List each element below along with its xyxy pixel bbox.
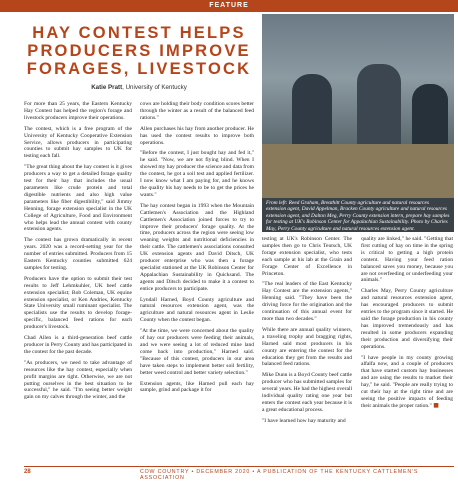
photo-caption: From left: Reed Graham, Breathitt County agriculture and natural resources extension agent, David Appelman, Bracken County agriculture and natural resources extension agent, and Dalton Meg, Perry County extension intern, prepare hay samples for testing at UK's Robinson Center for Appalachian Sustainability. Photo by Charles May, Perry County agriculture and natural resources extension agent. — [262, 198, 454, 232]
paragraph: quality are linked," he said. "Getting that first cutting of hay on time in the spring is critical to getting a high protein content. Having your feed ration balanced saves you money, because you are not overfeeding or underfeeding your animals." — [361, 236, 453, 284]
photo-person — [292, 74, 332, 154]
column-1 — [24, 101, 132, 405]
author-name: Katie Pratt — [91, 84, 123, 91]
footer-publication: COW COUNTRY • DECEMBER 2020 • A PUBLICATION OF THE KENTUCKY CATTLEMEN'S ASSOCIATION — [140, 469, 419, 481]
paragraph: testing at UK's Robinson Center. The samples then go to Chris Teutsch, UK forage extension specialist, who tests each sample at his lab at the Grain and Forage Center of Excellence in Princeton. — [262, 236, 352, 277]
column-3 — [262, 236, 352, 429]
article-title — [24, 24, 254, 78]
paragraph: "The great thing about the hay contest is it gives producers a way to get a detailed forage quality test for their hay that includes the usual parameters like crude protein and total digestible nutrients and also high value parameters like fiber digestibility," said Jimmy Henning, forage extension specialist in the UK College of Agriculture, Food and Environment who helps lead the annual contest with county extension agents. — [24, 164, 132, 233]
paragraph: The contest has grown dramatically in recent years. 2020 was a record-setting year for the number of entries submitted. Producers from 15 Eastern Kentucky counties submitted 624 samples for testing. — [24, 237, 132, 271]
article-photo — [262, 14, 454, 198]
column-4 — [361, 236, 453, 414]
paragraph: Lyndall Harned, Boyd County agriculture and natural resources extension agent, was the agriculture and natural resources agent in Leslie County when the contest began. — [140, 296, 254, 324]
paragraph: "I have learned how hay maturity and — [262, 417, 346, 424]
paragraph: While there are annual quality winners, a traveling trophy and bragging rights, Harned said most producers in his county are entering the contest for the education they get from the results and balanced feed rations. — [262, 326, 352, 368]
paragraph: "As producers, we need to take advantage of resources like the hay contest, especially when profit margins are tight. Otherwise, we are not putting ourselves in the best situation to be successful," he said. "I'm seeing better weight gain on my calves through the winter, and the — [24, 359, 132, 401]
photo-person — [357, 64, 401, 154]
paragraph: Extension agents, like Harned pull each hay sample, grind and package it for — [140, 380, 254, 394]
author-affiliation: , University of Kentucky — [122, 84, 187, 91]
paragraph: Charles May, Perry County agriculture and natural resources extension agent, has encouraged producers to submit entries to the program since it started. He said the forage production in his county has improved tremendously and has resulted in some producers expanding their production and diversifying their operations. — [361, 288, 453, 350]
paragraph: Allen purchases his hay from another producer. He has used the contest results to improve both operations. — [140, 125, 254, 146]
paragraph: "The real leaders of the East Kentucky Hay Contest are the extension agents," Henning said. "They have been the driving force for the origination and the continuation of this annual event for more than two decades." — [262, 281, 352, 322]
paragraph: "At the time, we were concerned about the quality of hay our producers were feeding their animals, and we were seeing a lot of reduced mine land come back into production," Harned said. "Because of this contest, producers in our area have taken steps to implement better soil fertility, better weed control and better variety selection." — [140, 328, 254, 376]
paragraph: cows are holding their body condition scores better through the winter as a result of the balanced feed rations." — [140, 101, 254, 121]
paragraph: The contest, which is a free program of the University of Kentucky Cooperative Extension Service, allows producers in participating counties to submit hay samples to UK for testing each fall. — [24, 125, 132, 160]
title-line: HAY CONTEST HELPS — [32, 24, 246, 42]
paragraph: Producers have the option to submit their test results to Jeff Lehmkuhler, UK beef cattle extension specialist; Bob Coleman, UK equine extension specialist, or Ken Andries, Kentucky State University small ruminant specialist. The specialists use the results to develop forage-specific, balanced feed rations for each producer's livestock. — [24, 275, 132, 331]
paragraph: For more than 25 years, the Eastern Kentucky Hay Contest has helped the region's forage and livestock producers improve their operations. — [24, 101, 132, 121]
paragraph: "Before the contest, I just bought hay and fed it," he said. "Now, we are not flying blind. When I showed my hay producer the science and data from the contest, he got a soil test and applied fertilizer. I now know what I am paying for, and he knows the quality his hay needs to be to get the prices he wants." — [140, 150, 254, 198]
page-number: 28 — [24, 469, 31, 475]
section-label: FEATURE — [0, 0, 458, 12]
paragraph-text: "I have people in my county growing alfalfa now, and a couple of producers that have started custom hay businesses and are using the results to market their hay," he said. "People are really trying to cut their hay at the right time and are seeing the positive impacts of feeding their animals the proper ration." — [361, 354, 453, 409]
title-line: FORAGES, LIVESTOCK — [26, 60, 252, 78]
paragraph: Chad Allen is a third-generation beef cattle producer in Perry County and has participated in the contest for the past decade. — [24, 335, 132, 355]
brand-end-mark-icon: ■ — [433, 401, 439, 409]
paragraph — [361, 355, 453, 410]
column-2 — [140, 101, 254, 398]
footer-divider — [24, 466, 454, 467]
paragraph: Mike Dunn is a Boyd County beef cattle producer who has submitted samples for several years. He had the highest overall individual quality rating one year but enters the contest each year because it is a great educational process. — [262, 372, 352, 413]
byline — [24, 84, 254, 91]
title-line: PRODUCERS IMPROVE — [27, 42, 251, 60]
paragraph: The hay contest began in 1993 when the Mountain Cattlemen's Association and the Highland Cattlemen's Association joined forces to try to improve their producers' forage quality. At the time, producers across the region were seeing low weaning weights and nutritional deficiencies in their cattle. The cattlemen's associations consulted UK extension agents and David Ditsch, UK producer enterprise who was then a forage specialist stationed at the UK Robinson Center for Appalachian Sustainability in Quicksand. The agents and Ditsch decided to make it a contest to entice producers to participate. — [140, 202, 254, 292]
photo-table — [262, 144, 454, 198]
